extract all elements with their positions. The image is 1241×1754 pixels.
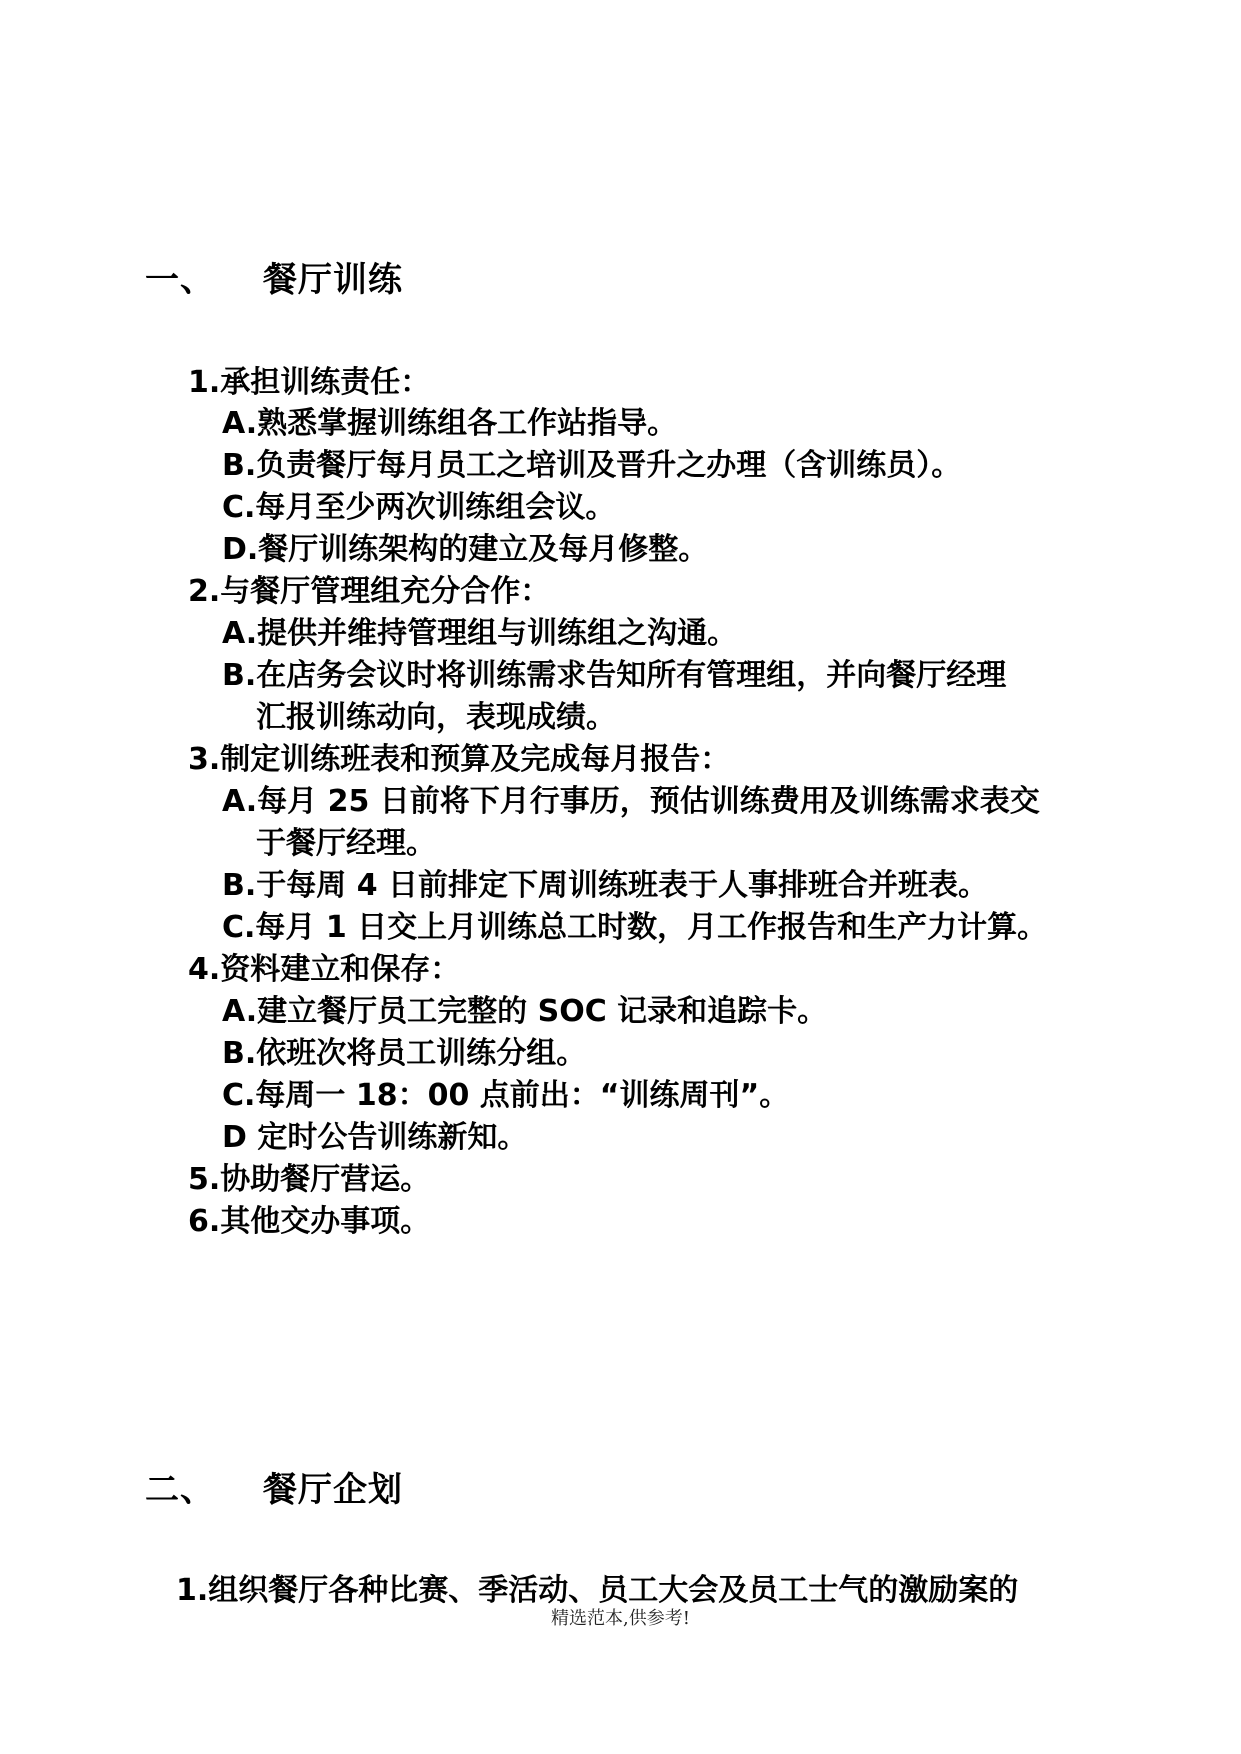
item-1-d: D.餐厅训练架构的建立及每月修整。 [222,532,709,567]
item-1: 1.承担训练责任： [188,365,431,400]
section-2-item-1: 1.组织餐厅各种比赛、季活动、员工大会及员工士气的激励案的 [176,1573,1019,1608]
item-3-c: C.每月 1 日交上月训练总工时数，月工作报告和生产力计算。 [222,910,1048,945]
item-3-a-cont: 于餐厅经理。 [256,826,436,861]
item-4-a: A.建立餐厅员工完整的 SOC 记录和追踪卡。 [222,994,828,1029]
item-1-b: B.负责餐厅每月员工之培训及晋升之办理（含训练员）。 [222,448,962,483]
item-3-a: A.每月 25 日前将下月行事历，预估训练费用及训练需求表交 [222,784,1040,819]
section-1-heading [145,252,403,301]
item-5: 5.协助餐厅营运。 [188,1162,431,1197]
item-2-b: B.在店务会议时将训练需求告知所有管理组，并向餐厅经理 [222,658,1007,693]
section-2-number: 二、 [145,1470,215,1510]
section-2-title: 餐厅企划 [263,1470,403,1510]
section-1-title: 餐厅训练 [263,260,403,300]
item-1-c: C.每月至少两次训练组会议。 [222,490,616,525]
item-2-a: A.提供并维持管理组与训练组之沟通。 [222,616,738,651]
item-4-b: B.依班次将员工训练分组。 [222,1036,587,1071]
item-3-b: B.于每周 4 日前排定下周训练班表于人事排班合并班表。 [222,868,989,903]
item-2: 2.与餐厅管理组充分合作： [188,574,551,609]
section-2-heading [145,1462,403,1511]
item-4: 4.资料建立和保存： [188,952,461,987]
section-1-number: 一、 [145,260,215,300]
item-4-c: C.每周一 18：00 点前出：“训练周刊”。 [222,1078,790,1113]
item-4-d: D 定时公告训练新知。 [222,1120,528,1155]
item-3: 3.制定训练班表和预算及完成每月报告： [188,742,731,777]
item-6: 6.其他交办事项。 [188,1204,431,1239]
item-1-a: A.熟悉掌握训练组各工作站指导。 [222,406,678,441]
page-footer: 精选范本,供参考! [551,1608,690,1629]
item-2-b-cont: 汇报训练动向，表现成绩。 [256,700,616,735]
